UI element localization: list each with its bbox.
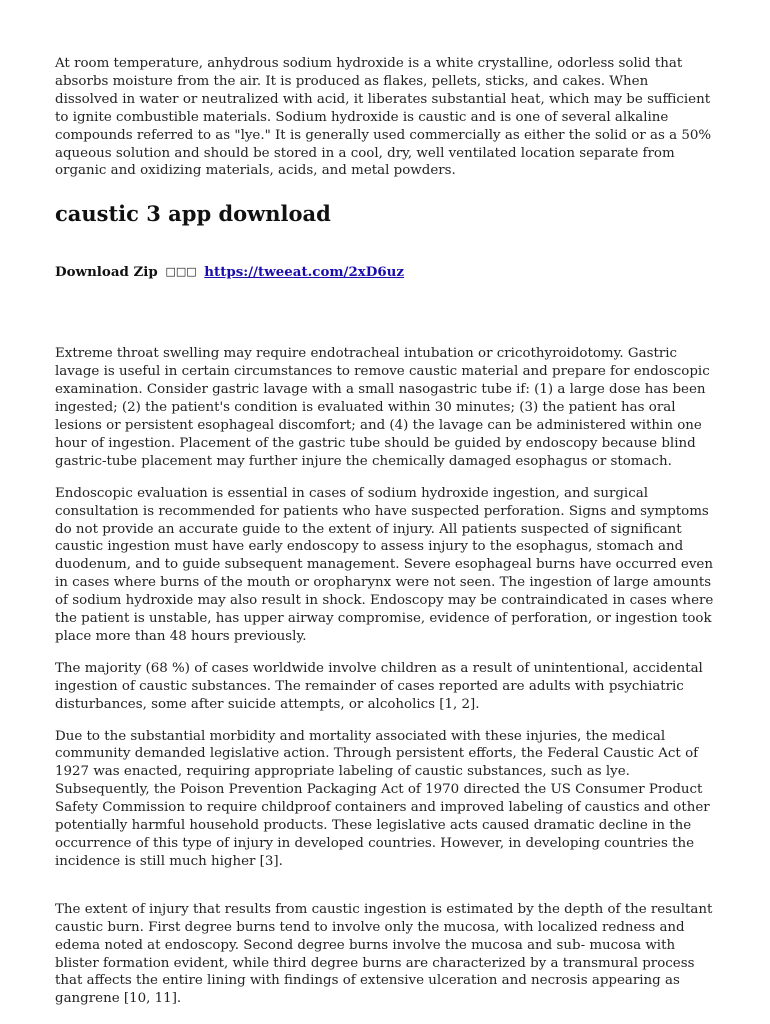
- extent-paragraph: The extent of injury that results from caustic ingestion is estimated by the depth of the resultant caustic burn. First degree burns tend to involve only the mucosa, with localized redness and edema noted at endoscopy. Second degree burns involve the mucosa and sub- mucosa with blister formation evident, while third degree burns are characterized by a transmural process that affects the entire lining with findings of extensive ulceration and necrosis appearing as gangrene [10, 11].: [55, 901, 713, 1007]
- endoscopy-paragraph: Endoscopic evaluation is essential in cases of sodium hydroxide ingestion, and surgical consultation is recommended for patients who have suspected perforation. Signs and symptoms do not provide an accurate guide to the extent of injury. All patients suspected of significant caustic ingestion must have early endoscopy to assess injury to the esophagus, stomach and duodenum, and to guide subsequent management. Severe esophageal burns have occurred even in cases where burns of the mouth or oropharynx were not seen. The ingestion of large amounts of sodium hydroxide may also result in shock. Endoscopy may be contraindicated in cases where the patient is unstable, has upper airway compromise, evidence of perforation, or ingestion took place more than 48 hours previously.: [55, 485, 714, 644]
- download-link[interactable]: https://tweeat.com/2xD6uz: [204, 264, 405, 281]
- document-page: [55, 55, 715, 1008]
- download-zip-label: Download Zip: [55, 264, 158, 281]
- page-title: caustic 3 app download: [55, 201, 331, 227]
- download-line: [55, 263, 715, 281]
- majority-paragraph: The majority (68 %) of cases worldwide involve children as a result of unintentional, accidental ingestion of caustic substances. The remainder of cases reported are adults with psychiatric disturbances, some after suicide attempts, or alcoholics [1, 2].: [55, 660, 703, 712]
- intro-paragraph: At room temperature, anhydrous sodium hydroxide is a white crystalline, odorless solid that absorbs moisture from the air. It is produced as flakes, pellets, sticks, and cakes. When dissolved in water or neutralized with acid, it liberates substantial heat, which may be sufficient to ignite combustible materials. Sodium hydroxide is caustic and is one of several alkaline compounds referred to as "lye." It is generally used commercially as either the solid or as a 50% aqueous solution and should be stored in a cool, dry, well ventilated location separate from organic and oxidizing materials, acids, and metal powders.: [55, 56, 712, 179]
- lavage-paragraph: Extreme throat swelling may require endotracheal intubation or cricothyroidotomy. Gastric lavage is useful in certain circumstances to remove caustic material and prepare for endoscopic examination. Consider gastric lavage with a small nasogastric tube if: (1) a large dose has been ingested; (2) the patient's condition is evaluated within 30 minutes; (3) the patient has oral lesions or persistent esophageal discomfort; and (4) the lavage can be administered within one hour of ingestion. Placement of the gastric tube should be guided by endoscopy because blind gastric-tube placement may further injure the chemically damaged esophagus or stomach.: [55, 346, 710, 469]
- legislation-paragraph: Due to the substantial morbidity and mortality associated with these injuries, the medical community demanded legislative action. Through persistent efforts, the Federal Caustic Act of 1927 was enacted, requiring appropriate labeling of caustic substances, such as lye. Subsequently, the Poison Prevention Packaging Act of 1970 directed the US Consumer Product Safety Commission to require childproof containers and improved labeling of caustics and other potentially harmful household products. These legislative acts caused dramatic decline in the occurrence of this type of injury in developed countries. However, in developing countries the incidence is still much higher [3].: [55, 728, 710, 869]
- download-arrow-icon: □□□: [165, 265, 197, 279]
